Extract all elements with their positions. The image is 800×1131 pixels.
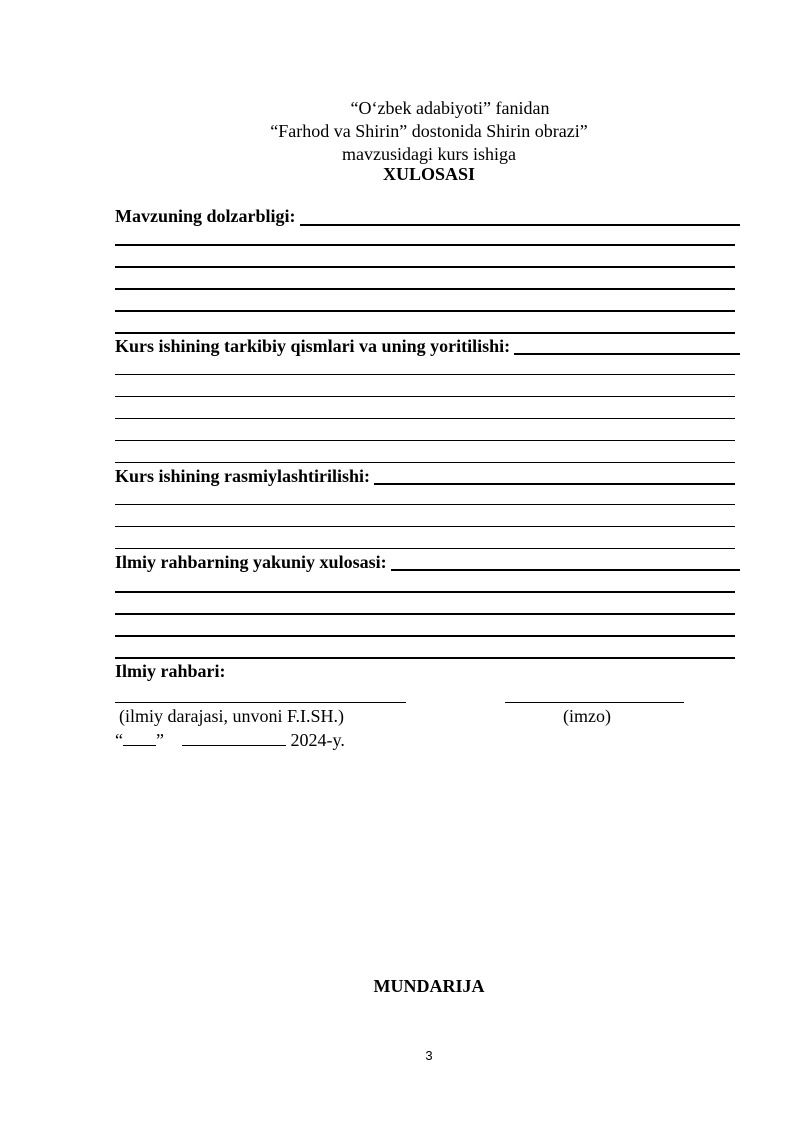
date-close-quote: ” (156, 730, 164, 750)
page-number: 3 (425, 1048, 433, 1063)
date-line (115, 729, 345, 751)
formatting-line-2[interactable] (115, 526, 735, 527)
conclusion-line-4[interactable] (115, 657, 735, 659)
signature-line[interactable] (505, 702, 684, 703)
signature-caption: (imzo) (563, 706, 611, 726)
structure-line-5[interactable] (115, 462, 735, 463)
document-title: XULOSASI (382, 164, 476, 184)
subject-line: “O‘zbek adabiyoti” fanidan (350, 98, 550, 118)
year-text: 2024-y. (290, 730, 345, 750)
relevance-label: Mavzuning dolzarbligi: (115, 205, 300, 227)
conclusion-label: Ilmiy rahbarning yakuniy xulosasi: (115, 551, 391, 573)
structure-line-4[interactable] (115, 440, 735, 441)
formatting-label: Kurs ishining rasmiylashtirilishi: (115, 465, 374, 487)
topic-line: “Farhod va Shirin” dostonida Shirin obrazi” (270, 121, 588, 141)
structure-label: Kurs ishining tarkibiy qismlari va uning yoritilishi: (115, 335, 514, 357)
structure-line-2[interactable] (115, 396, 735, 397)
day-blank[interactable] (123, 731, 156, 746)
course-work-line: mavzusidagi kurs ishiga (342, 144, 516, 164)
relevance-line-1[interactable] (115, 244, 735, 246)
relevance-line-4[interactable] (115, 310, 735, 312)
name-caption: (ilmiy darajasi, unvoni F.I.SH.) (119, 706, 345, 726)
conclusion-line-3[interactable] (115, 635, 735, 637)
supervisor-name-line[interactable] (115, 702, 406, 703)
date-open-quote: “ (115, 730, 123, 750)
formatting-line-1[interactable] (115, 504, 735, 505)
supervisor-label: Ilmiy rahbari: (115, 660, 230, 682)
relevance-line-3[interactable] (115, 288, 735, 290)
relevance-line-5[interactable] (115, 332, 735, 334)
relevance-line-2[interactable] (115, 266, 735, 268)
structure-line-1[interactable] (115, 374, 735, 375)
conclusion-line-1[interactable] (115, 591, 735, 593)
month-blank[interactable] (182, 731, 286, 746)
formatting-line-3[interactable] (115, 548, 735, 549)
conclusion-line-2[interactable] (115, 613, 735, 615)
contents-title: MUNDARIJA (373, 976, 485, 996)
structure-line-3[interactable] (115, 418, 735, 419)
